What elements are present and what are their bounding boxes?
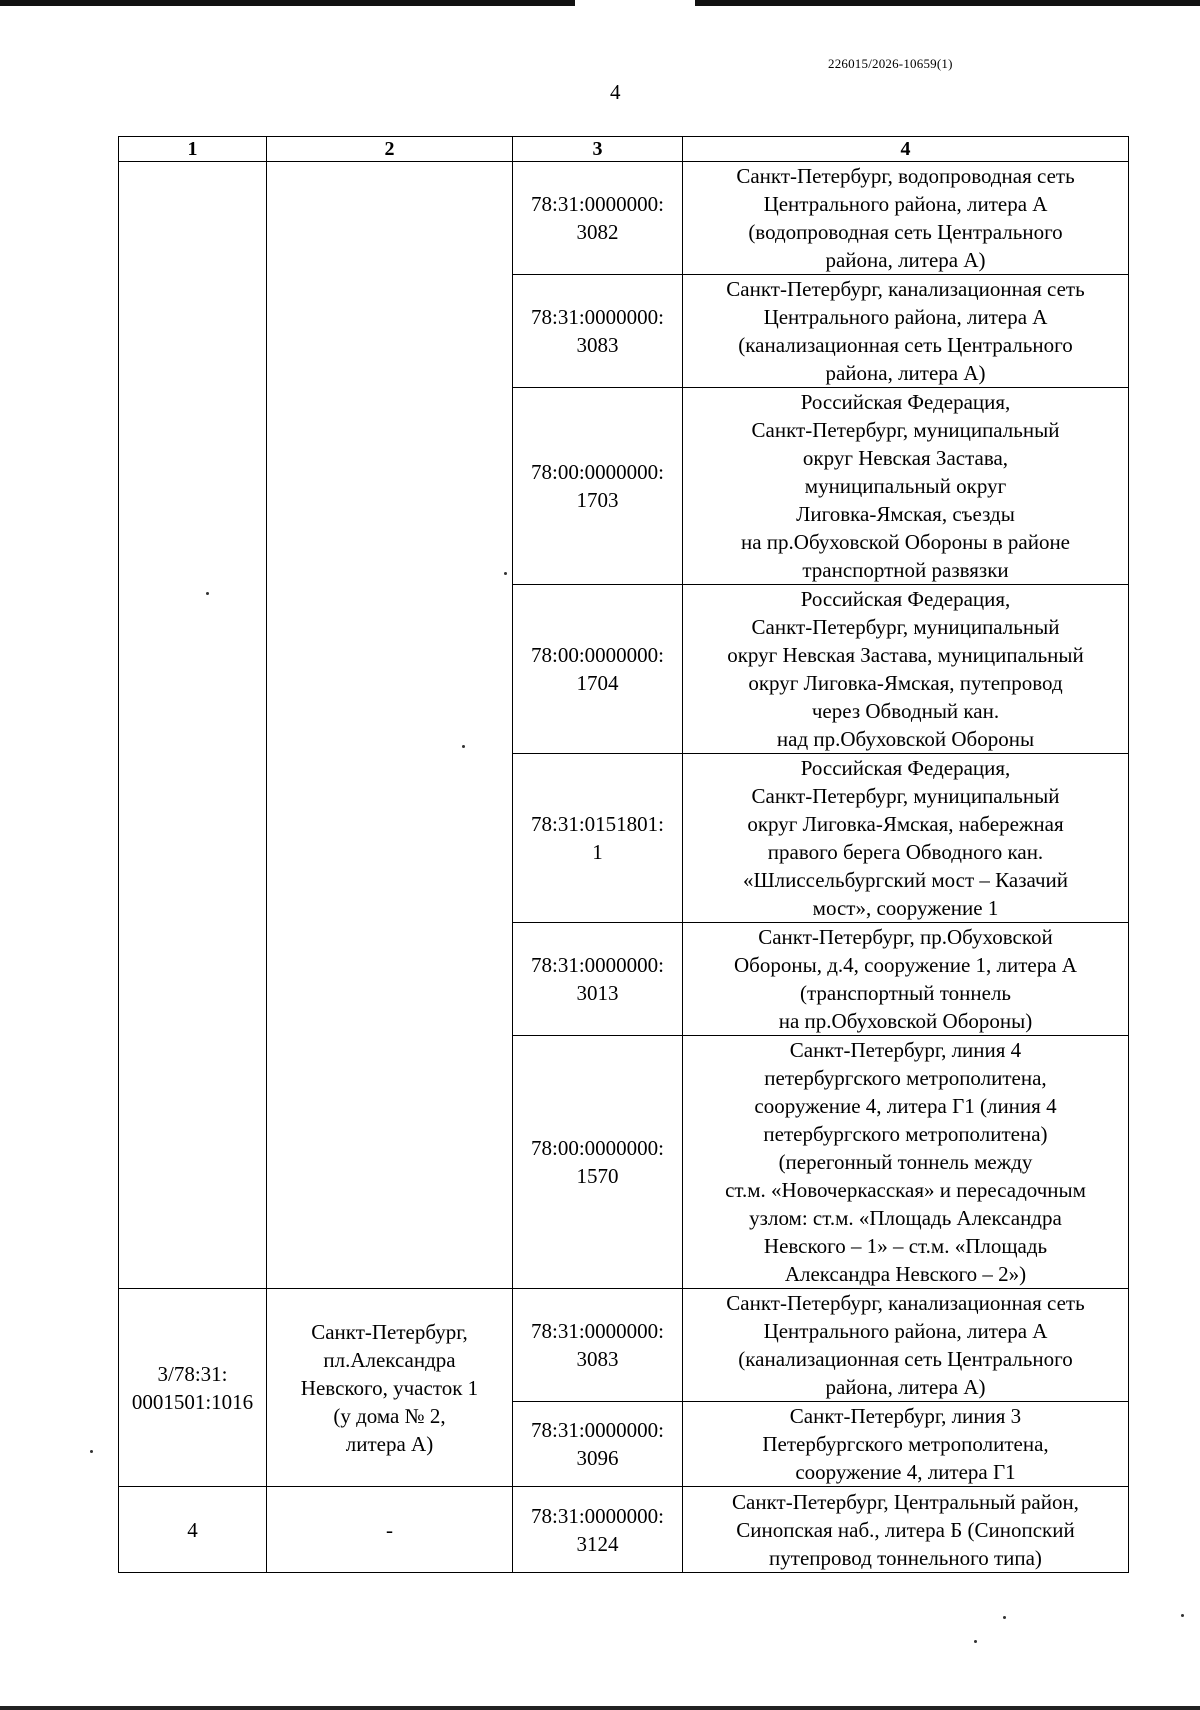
document-id: 226015/2026-10659(1) bbox=[828, 56, 953, 71]
scan-speck bbox=[90, 1450, 93, 1453]
header-col-3: 3 bbox=[513, 137, 683, 162]
cadastral-number-cell: 78:31:0000000: 3013 bbox=[513, 923, 683, 1036]
object-address-cell: Санкт-Петербург, канализационная сеть Центрального района, литера А (канализационная сеть Центрального района, литера А) bbox=[683, 275, 1129, 388]
scan-speck bbox=[504, 572, 507, 575]
header-row bbox=[119, 137, 1129, 162]
object-address-cell: Санкт-Петербург, канализационная сеть Центрального района, литера А (канализационная сеть Центрального района, литера А) bbox=[683, 1289, 1129, 1402]
object-address-cell: Санкт-Петербург, линия 4 петербургского метрополитена, сооружение 4, литера Г1 (линия 4 петербургского метрополитена) (перегонный тоннель между ст.м. «Новочеркасская» и пересадочным узлом: ст.м. «Площадь Александра Невского – 1» – ст.м. «Площадь Александра Невского – 2») bbox=[683, 1036, 1129, 1289]
header-col-1: 1 bbox=[119, 137, 267, 162]
table-row bbox=[119, 1289, 1129, 1402]
scan-edge-bottom bbox=[0, 1706, 1200, 1710]
object-address-cell: Российская Федерация, Санкт-Петербург, муниципальный округ Лиговка-Ямская, набережная правого берега Обводного кан. «Шлиссельбургский мост – Казачий мост», сооружение 1 bbox=[683, 754, 1129, 923]
object-address-cell: Санкт-Петербург, линия 3 Петербургского метрополитена, сооружение 4, литера Г1 bbox=[683, 1402, 1129, 1487]
object-address-cell: Санкт-Петербург, Центральный район, Синопская наб., литера Б (Синопский путепровод тоннельного типа) bbox=[683, 1487, 1129, 1573]
cadastral-number-cell: 78:31:0000000: 3083 bbox=[513, 1289, 683, 1402]
scan-speck bbox=[1181, 1614, 1184, 1617]
cadastral-number-cell: 78:31:0000000: 3124 bbox=[513, 1487, 683, 1573]
scan-speck bbox=[974, 1640, 977, 1643]
cadastral-number-cell: 78:31:0000000: 3096 bbox=[513, 1402, 683, 1487]
table-row bbox=[119, 162, 1129, 275]
scan-speck bbox=[1003, 1616, 1006, 1619]
group-location-cell bbox=[267, 162, 513, 1289]
cadastral-number-cell: 78:00:0000000: 1570 bbox=[513, 1036, 683, 1289]
group-location-cell: Санкт-Петербург, пл.Александра Невского, участок 1 (у дома № 2, литера А) bbox=[267, 1289, 513, 1487]
scan-speck bbox=[462, 745, 465, 748]
group-location-cell: - bbox=[267, 1487, 513, 1573]
scan-speck bbox=[206, 592, 209, 595]
header-col-2: 2 bbox=[267, 137, 513, 162]
group-id-cell: 3/78:31: 0001501:1016 bbox=[119, 1289, 267, 1487]
cadastral-number-cell: 78:00:0000000: 1703 bbox=[513, 388, 683, 585]
object-address-cell: Российская Федерация, Санкт-Петербург, муниципальный округ Невская Застава, муниципальный округ Лиговка-Ямская, путепровод через Обводный кан. над пр.Обуховской Обороны bbox=[683, 585, 1129, 754]
object-address-cell: Российская Федерация, Санкт-Петербург, муниципальный округ Невская Застава, муниципальный округ Лиговка-Ямская, съезды на пр.Обуховской Обороны в районе транспортной развязки bbox=[683, 388, 1129, 585]
scan-edge-top-left bbox=[0, 0, 575, 6]
header-col-4: 4 bbox=[683, 137, 1129, 162]
table-row bbox=[119, 1487, 1129, 1573]
cadastral-number-cell: 78:31:0151801: 1 bbox=[513, 754, 683, 923]
page-number: 4 bbox=[610, 80, 621, 104]
object-address-cell: Санкт-Петербург, пр.Обуховской Обороны, д.4, сооружение 1, литера А (транспортный тоннель на пр.Обуховской Обороны) bbox=[683, 923, 1129, 1036]
cadastral-number-cell: 78:31:0000000: 3083 bbox=[513, 275, 683, 388]
group-id-cell bbox=[119, 162, 267, 1289]
cadastral-number-cell: 78:31:0000000: 3082 bbox=[513, 162, 683, 275]
object-address-cell: Санкт-Петербург, водопроводная сеть Центрального района, литера А (водопроводная сеть Центрального района, литера А) bbox=[683, 162, 1129, 275]
cadastral-table bbox=[118, 136, 1129, 1573]
cadastral-number-cell: 78:00:0000000: 1704 bbox=[513, 585, 683, 754]
group-id-cell: 4 bbox=[119, 1487, 267, 1573]
scan-edge-top-right bbox=[695, 0, 1200, 6]
